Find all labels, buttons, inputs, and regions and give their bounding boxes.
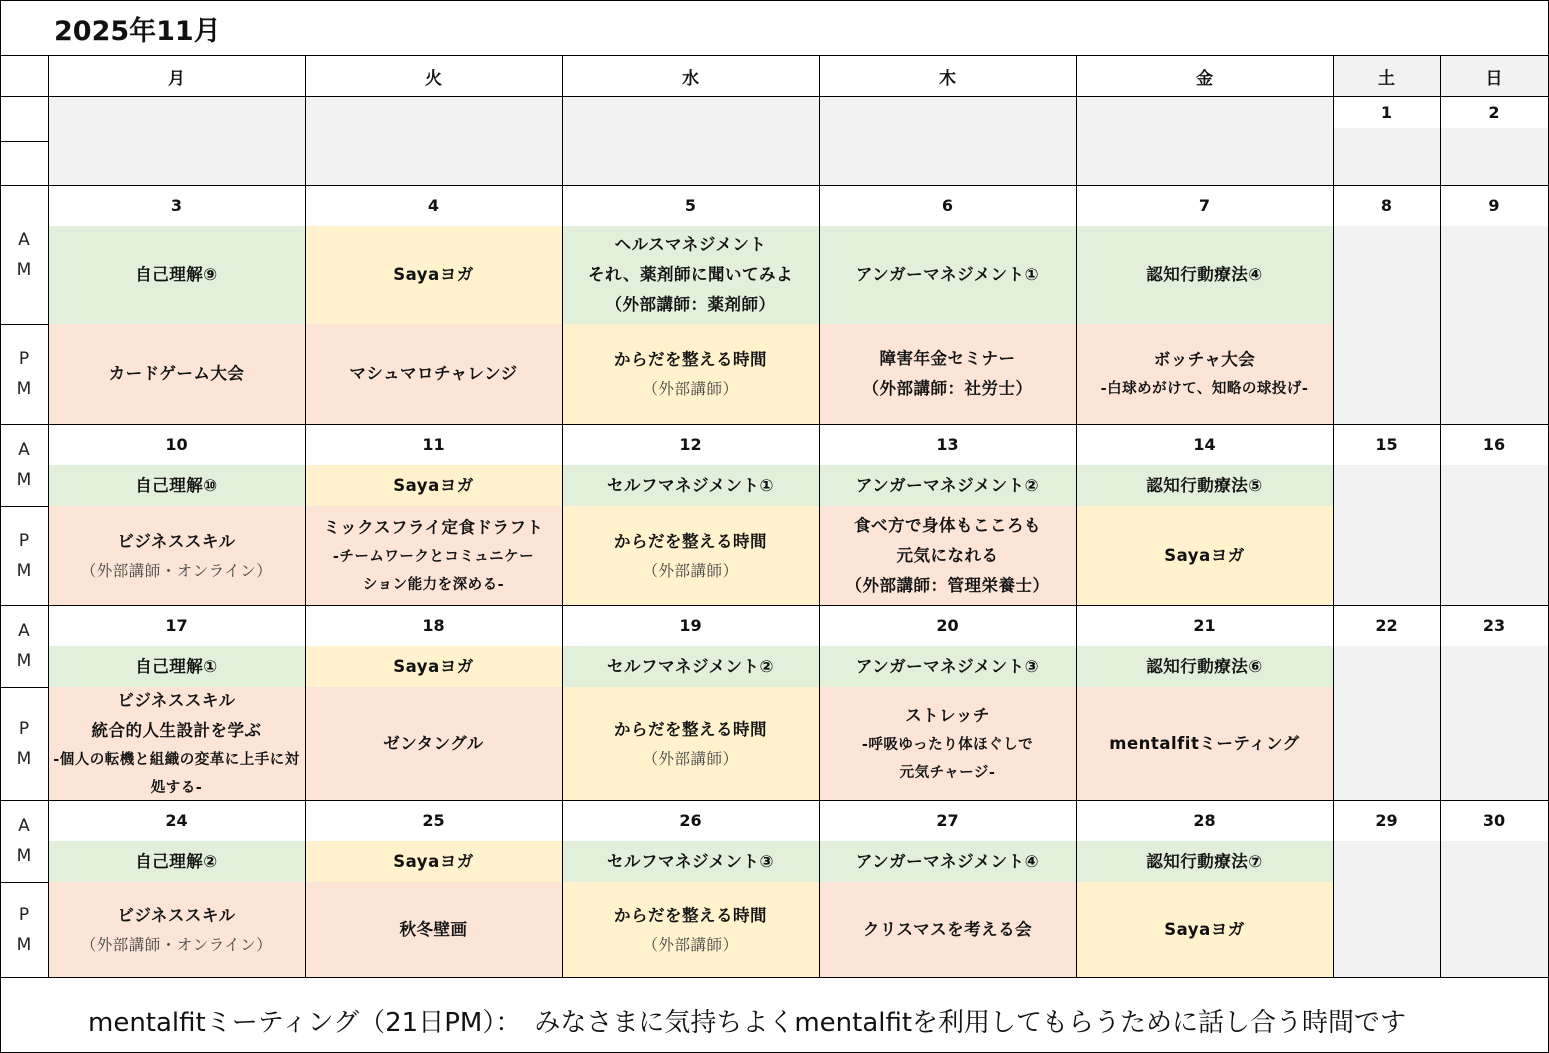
pm-event-cell	[819, 324, 1076, 424]
pm-event-cell	[562, 687, 819, 800]
grid-line	[0, 424, 1549, 425]
event-text: ボッチャ大会	[1153, 350, 1256, 369]
event-text: ストレッチ	[905, 705, 990, 725]
weekday-header: 月	[48, 56, 305, 96]
event-text: （外部講師）	[642, 380, 739, 398]
grid-line	[0, 977, 1549, 978]
weekend-cell	[1333, 226, 1440, 424]
event-text: 自己理解②	[135, 851, 218, 871]
weekday-header: 水	[562, 56, 819, 96]
am-event-cell	[305, 841, 562, 882]
pm-letter: M	[16, 748, 32, 769]
event-text: それ、薬剤師に聞いてみよ	[588, 265, 793, 284]
pm-event-cell	[305, 687, 562, 800]
pm-letter: P	[18, 904, 30, 925]
empty-day-cell	[1076, 96, 1333, 185]
date-cell	[1440, 424, 1548, 465]
pm-letter: M	[16, 934, 32, 955]
event-text: （外部講師・オンライン）	[80, 561, 273, 580]
am-letter: M	[16, 651, 32, 671]
date-label: 12	[679, 435, 702, 454]
date-label: 15	[1375, 435, 1398, 454]
am-event-cell	[48, 841, 305, 882]
date-label: 26	[679, 811, 702, 830]
event-text: 認知行動療法⑥	[1146, 656, 1263, 676]
am-event-cell	[819, 465, 1076, 506]
event-text: mentalfitミーティング	[1109, 733, 1300, 753]
event-text: ション能力を深める-	[362, 576, 505, 593]
event-text: （外部講師・オンライン）	[80, 935, 273, 954]
weekday-header: 日	[1440, 56, 1548, 96]
event-text: Sayaヨガ	[393, 851, 474, 871]
event-text: （外部講師：社労士）	[862, 379, 1033, 398]
date-cell	[48, 424, 305, 465]
event-text: ゼンタングル	[383, 733, 484, 753]
pm-event-cell	[48, 506, 305, 605]
date-label: 17	[165, 616, 188, 635]
date-label: 7	[1198, 196, 1211, 215]
weekend-cell	[1440, 226, 1548, 424]
pm-event-cell	[562, 506, 819, 605]
grid-line	[0, 324, 48, 325]
event-text: 認知行動療法⑤	[1146, 475, 1263, 495]
weekend-cell	[1333, 646, 1440, 800]
pm-letter: P	[18, 349, 30, 369]
am-event-cell	[819, 646, 1076, 687]
pm-event-cell	[819, 687, 1076, 800]
event-text: 自己理解⑨	[135, 265, 218, 284]
weekday-header: 金	[1076, 56, 1333, 96]
am-label	[0, 185, 48, 324]
am-event-cell	[819, 841, 1076, 882]
date-cell	[562, 185, 819, 226]
event-text: セルフマネジメント②	[607, 656, 774, 676]
date-label: 18	[422, 616, 445, 635]
date-cell	[819, 424, 1076, 465]
date-label: 3	[170, 196, 183, 215]
date-label: 21	[1193, 616, 1216, 635]
date-label: 27	[936, 811, 959, 830]
date-cell	[1333, 800, 1440, 841]
pm-label	[0, 687, 48, 800]
am-label	[0, 800, 48, 882]
pm-event-cell	[562, 882, 819, 977]
am-label	[0, 424, 48, 506]
am-event-cell	[305, 646, 562, 687]
date-label: 24	[165, 811, 188, 830]
date-label: 14	[1193, 435, 1216, 454]
event-text: からだを整える時間	[614, 350, 767, 369]
event-text: （外部講師）	[642, 561, 739, 580]
date-cell	[1333, 185, 1440, 226]
grid-line	[0, 605, 1549, 606]
date-cell	[1076, 185, 1333, 226]
weekday-header: 土	[1333, 56, 1440, 96]
weekend-cell	[1333, 841, 1440, 977]
am-event-cell	[48, 646, 305, 687]
am-event-cell	[1076, 226, 1333, 324]
empty-day-cell	[562, 96, 819, 185]
date-cell	[305, 185, 562, 226]
footer-note: mentalfitミーティング（21日PM）： みなさまに気持ちよくmentalfitを利用してもらうために話し合う時間です	[0, 977, 1549, 1053]
empty-day-cell	[305, 96, 562, 185]
date-label: 11	[422, 435, 445, 454]
date-label: 25	[422, 811, 445, 830]
am-event-cell	[562, 226, 819, 324]
pm-event-cell	[48, 882, 305, 977]
pm-event-cell	[1076, 506, 1333, 605]
event-text: カードゲーム大会	[108, 364, 245, 383]
date-label: 22	[1375, 616, 1398, 635]
pm-event-cell	[305, 882, 562, 977]
event-text: からだを整える時間	[614, 531, 767, 551]
grid-line	[1076, 56, 1077, 977]
pm-letter: M	[16, 379, 32, 399]
pm-event-cell	[1076, 324, 1333, 424]
pm-event-cell	[48, 687, 305, 800]
event-text: 元気チャージ-	[899, 764, 996, 781]
date-cell	[48, 605, 305, 646]
date-cell	[1076, 800, 1333, 841]
pm-event-cell	[305, 506, 562, 605]
event-text: アンガーマネジメント③	[855, 656, 1040, 676]
date-cell	[1440, 185, 1548, 226]
date-cell	[562, 800, 819, 841]
am-label	[0, 605, 48, 687]
date-label: 9	[1488, 196, 1500, 215]
weekend-cell	[1440, 841, 1548, 977]
event-text: （外部講師）	[642, 935, 739, 954]
date-cell	[1333, 424, 1440, 465]
grid-line	[0, 506, 48, 507]
grid-line	[0, 687, 48, 688]
pm-letter: M	[16, 560, 32, 581]
event-text: アンガーマネジメント④	[855, 851, 1040, 871]
date-cell	[1440, 800, 1548, 841]
am-letter: M	[16, 846, 32, 866]
date-label: 4	[427, 196, 440, 215]
pm-letter: P	[18, 530, 30, 551]
date-cell	[305, 605, 562, 646]
event-text: （外部講師）	[642, 749, 739, 768]
date-label: 29	[1375, 811, 1398, 830]
pm-event-cell	[819, 506, 1076, 605]
date-cell	[48, 185, 305, 226]
date-label: 13	[936, 435, 959, 454]
grid-line	[0, 800, 1549, 801]
date-label: 23	[1482, 616, 1506, 635]
grid-line	[48, 56, 49, 977]
date-cell	[1440, 605, 1548, 646]
am-event-cell	[562, 646, 819, 687]
grid-line	[1440, 56, 1441, 977]
pm-event-cell	[1076, 687, 1333, 800]
date-label: 28	[1193, 811, 1216, 830]
event-text: 食べ方で身体もこころも	[854, 515, 1041, 535]
am-event-cell	[819, 226, 1076, 324]
grid-line	[0, 882, 48, 883]
am-letter: A	[18, 816, 30, 836]
grid-line	[1333, 56, 1334, 977]
date-label: 10	[165, 435, 188, 454]
date-cell	[1076, 605, 1333, 646]
date-label: 6	[941, 196, 954, 215]
grid-line	[0, 55, 1549, 56]
pm-label	[0, 324, 48, 424]
date-cell	[48, 800, 305, 841]
am-event-cell	[1076, 465, 1333, 506]
am-event-cell	[562, 465, 819, 506]
event-text: アンガーマネジメント②	[855, 475, 1040, 495]
date-cell	[1440, 96, 1548, 128]
am-event-cell	[48, 465, 305, 506]
event-text: Sayaヨガ	[1164, 919, 1245, 939]
weekend-cell	[1440, 465, 1548, 605]
date-cell	[305, 424, 562, 465]
date-cell	[819, 185, 1076, 226]
grid-line	[0, 96, 1549, 97]
event-text: 処する-	[150, 779, 203, 796]
event-text: アンガーマネジメント①	[855, 265, 1040, 284]
date-cell	[1333, 96, 1440, 128]
weekday-header: 火	[305, 56, 562, 96]
grid-line	[0, 141, 48, 142]
empty-day-cell	[48, 96, 305, 185]
pm-event-cell	[48, 324, 305, 424]
date-label: 5	[684, 196, 697, 215]
event-text: ビジネススキル	[117, 905, 236, 925]
event-text: 秋冬壁画	[399, 919, 468, 939]
event-text: 障害年金セミナー	[879, 349, 1016, 368]
pm-label	[0, 882, 48, 977]
event-text: ヘルスマネジメント	[614, 235, 767, 254]
pm-event-cell	[819, 882, 1076, 977]
event-text: ビジネススキル	[117, 531, 236, 551]
event-text: -チームワークとコミュニケー	[332, 548, 535, 565]
empty-day-cell	[819, 96, 1076, 185]
weekend-cell	[1440, 128, 1548, 185]
date-label: 20	[936, 616, 959, 635]
am-event-cell	[1076, 841, 1333, 882]
am-event-cell	[48, 226, 305, 324]
am-letter: A	[18, 229, 30, 250]
event-text: -個人の転機と組織の変革に上手に対	[53, 751, 300, 768]
event-text: Sayaヨガ	[1164, 545, 1245, 565]
date-cell	[1333, 605, 1440, 646]
date-cell	[562, 424, 819, 465]
event-text: からだを整える時間	[614, 905, 767, 925]
am-letter: M	[16, 259, 32, 280]
date-label: 1	[1380, 102, 1393, 122]
event-text: Sayaヨガ	[393, 656, 474, 676]
weekend-cell	[1333, 128, 1440, 185]
event-text: セルフマネジメント③	[607, 851, 774, 871]
date-label: 16	[1482, 435, 1506, 454]
grid-line	[562, 56, 563, 977]
grid-line	[0, 185, 1549, 186]
date-cell	[562, 605, 819, 646]
event-text: Sayaヨガ	[393, 265, 474, 284]
date-label: 2	[1488, 102, 1500, 122]
event-text: （外部講師：薬剤師）	[605, 295, 776, 314]
event-text: 自己理解①	[135, 656, 218, 676]
event-text: ビジネススキル	[117, 690, 236, 710]
date-label: 30	[1482, 811, 1506, 830]
event-text: マシュマロチャレンジ	[349, 364, 518, 383]
am-letter: A	[18, 621, 30, 641]
am-event-cell	[305, 226, 562, 324]
date-cell	[819, 605, 1076, 646]
date-label: 19	[679, 616, 702, 635]
am-event-cell	[562, 841, 819, 882]
event-text: セルフマネジメント①	[607, 475, 774, 495]
event-text: 認知行動療法④	[1146, 265, 1263, 284]
date-cell	[1076, 424, 1333, 465]
event-text: ミックスフライ定食ドラフト	[323, 517, 544, 537]
event-text: 自己理解⑩	[135, 475, 218, 495]
pm-event-cell	[1076, 882, 1333, 977]
am-event-cell	[305, 465, 562, 506]
pm-letter: P	[18, 718, 30, 739]
pm-event-cell	[562, 324, 819, 424]
event-text: （外部講師：管理栄養士）	[845, 575, 1050, 595]
weekend-cell	[1440, 646, 1548, 800]
date-label: 8	[1380, 196, 1393, 215]
am-letter: A	[18, 440, 30, 460]
event-text: 元気になれる	[896, 545, 999, 565]
date-cell	[819, 800, 1076, 841]
event-text: 統合的人生設計を学ぶ	[91, 720, 262, 740]
am-letter: M	[16, 470, 32, 490]
event-text: Sayaヨガ	[393, 475, 474, 495]
pm-label	[0, 506, 48, 605]
date-cell	[305, 800, 562, 841]
page-title: 2025年11月	[54, 15, 221, 47]
event-text: -呼吸ゆったり体ほぐしで	[861, 736, 1034, 753]
weekday-header: 木	[819, 56, 1076, 96]
am-event-cell	[1076, 646, 1333, 687]
weekend-cell	[1333, 465, 1440, 605]
grid-line	[305, 56, 306, 977]
event-text: 認知行動療法⑦	[1146, 851, 1263, 871]
event-text: -白球めがけて、知略の球投げ-	[1100, 381, 1309, 397]
pm-event-cell	[305, 324, 562, 424]
event-text: からだを整える時間	[614, 719, 767, 739]
grid-line	[819, 56, 820, 977]
event-text: クリスマスを考える会	[862, 919, 1033, 939]
